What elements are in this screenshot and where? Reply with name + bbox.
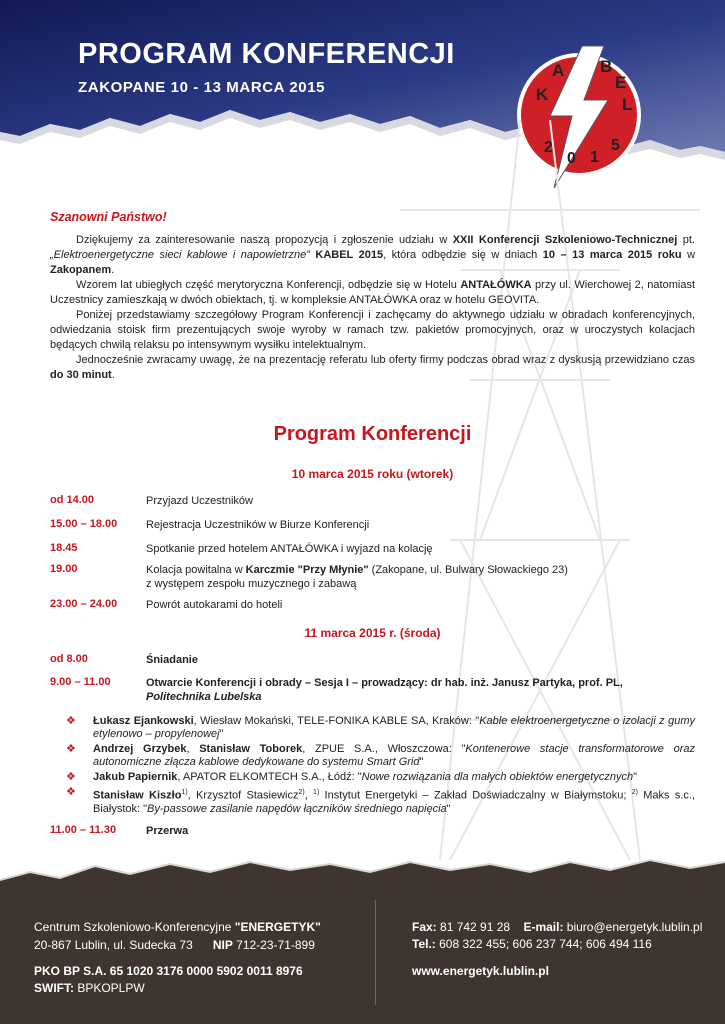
logo-letter-5: L (622, 95, 633, 114)
footer-phones: Tel.: 608 322 455; 606 237 744; 606 494 116 (412, 937, 652, 951)
logo-year-digit-4: 5 (611, 137, 620, 154)
page-title: PROGRAM KONFERENCJI (78, 38, 455, 70)
footer-fax-email: Fax: 81 742 91 28 E-mail: biuro@energetyk.lublin.pl (412, 920, 703, 934)
intro-paragraph-1: Dziękujemy za zainteresowanie naszą propozycją i zgłoszenie udziału w XXII Konferencji Szkoleniowo-Technicznej pt. „Elektroenergetyczne sieci kablowe i napowietrzne” KABEL 2015, która odbędzie się w dniach 10 – 13 marca 2015 roku w Zakopanem. (50, 234, 696, 276)
diamond-bullet-icon: ❖ (66, 715, 76, 727)
footer-organization: Centrum Szkoleniowo-Konferencyjne "ENERGETYK" (34, 920, 321, 934)
program-title: Program Konferencji (273, 423, 472, 445)
schedule-desc: Kolacja powitalna w Karczmie "Przy Młynie" (Zakopane, ul. Bulwary Słowackiego 23) z występem zespołu muzycznego i zabawą (146, 564, 568, 590)
diamond-bullet-icon: ❖ (66, 786, 76, 798)
intro-paragraph-2: Wzorem lat ubiegłych część merytoryczna Konferencji, odbędzie się w Hotelu ANTAŁÓWKA przy ul. Wierchowej 2, natomiast Uczestnicy zamieszkają w dwóch obiektach, tj. w kompleksie ANTAŁÓWKA oraz w hotelu GEOVITA. (50, 279, 696, 306)
schedule-time: 15.00 – 18.00 (50, 518, 118, 530)
page-subtitle: ZAKOPANE 10 - 13 MARCA 2015 (78, 79, 326, 96)
greeting: Szanowni Państwo! (50, 210, 167, 224)
footer-address: 20-867 Lublin, ul. Sudecka 73 NIP 712-23-71-899 (34, 938, 315, 952)
intro-paragraph-3: Poniżej przedstawiamy szczegółowy Program Konferencji i zachęcamy do aktywnego udziału w obradach konferencyjnych, odwiedzania stoisk firm prezentujących swoje wyroby w ramach tzw. pakietów promocyjnych, oraz w uroczystych kolacjach będących chwilą relaksu po intensywnym wysiłku intelektualnym. (50, 309, 695, 351)
day2-title: 11 marca 2015 r. (środa) (304, 626, 441, 640)
schedule-time: 9.00 – 11.00 (50, 676, 111, 688)
logo-letter-1: K (536, 85, 549, 104)
logo-letter-4: E (615, 73, 627, 92)
schedule-desc: Otwarcie Konferencji i obrady – Sesja I – prowadzący: dr hab. inż. Janusz Partyka, prof. PL, Politechnika Lubelska (146, 677, 623, 703)
schedule-time: 11.00 – 11.30 (50, 824, 117, 836)
schedule-desc: Przyjazd Uczestników (146, 495, 253, 507)
logo-year-digit-3: 1 (590, 149, 599, 166)
schedule-time: 19.00 (50, 563, 78, 575)
intro-text (50, 233, 695, 383)
schedule-time: od 8.00 (50, 653, 88, 665)
logo-letter-2: A (552, 61, 565, 80)
footer-website: www.energetyk.lublin.pl (412, 964, 549, 978)
schedule-time: 18.45 (50, 542, 78, 554)
schedule-desc: Rejestracja Uczestników w Biurze Konferencji (146, 519, 370, 531)
footer-bank-account: PKO BP S.A. 65 1020 3176 0000 5902 0011 8976 (34, 964, 303, 978)
letter-content: Szanowni Państwo! Dziękujemy za zainteresowanie naszą propozycją i zgłoszenie udziału w XXII Konferencji Szkoleniowo-Technicznej pt. „Elektroenergetyczne sieci kablowe i napowietrzne” KABEL 2015, która odbędzie się w dniach 10 – 13 marca 2015 roku w Zakopanem. Wzorem lat ubiegłych część merytoryczna Konferencji, odbędzie się w Hotelu ANTAŁÓWKA przy ul. Wierchowej 2, natomiast Uczestnicy zamieszkają w dwóch obiektach, tj. w kompleksie ANTAŁÓWKA oraz w hotelu GEOVITA. Poniżej przedstawiamy szczegółowy Program Konferencji i zachęcamy do aktywnego udziału w obradach konferencyjnych, odwiedzania stoisk firm prezentujących swoje wyroby w ramach tzw. pakietów promocyjnych, oraz w uroczystych kolacjach będących chwilą relaksu po intensywnym wysiłku intelektualnym. Jednocześnie zwracamy uwagę, że na prezentację referatu lub oferty firmy podczas obrad wraz z dyskusją przewidziano czas do 30 minut. Program Konferencji 10 marca 2015 roku (wtorek) od 14.00 Przyjazd Uczestników 15.00 – 18.00 Rejestracja Uczestników w Biurze Konferencji 18.45 Spotkanie przed hotelem ANTAŁÓWKA i wyjazd na kolację 19.00 Kolacja powitalna w Karczmie "Przy Młynie" (Zakopane, ul. Bulwary Słowackiego 23) z występem zespołu muzycznego i zabawą 23.00 – 24.00 Powrót autokarami do hoteli 11 marca 2015 r. (środa) od 8.00 Śniadanie 9.00 – 11.00 Otwarcie Konferencji i obrady – Sesja I – prowadzący: dr hab. inż. Janusz Partyka, prof. PL, Politechnika Lubelska ❖ Łukasz Ejankowski, Wiesław Mokański, TELE-FONIKA KABLE SA, Kraków: "Kable elektroenergetyczne o izolacji z gumy etylenowo – propylenowej" ❖ Andrzej Grzybek, Stanisław Toborek, ZPUE S.A., Włoszczowa: "Kontenerowe stacje transformatorowe oraz autonomiczne złącza kablowe dedykowane do systemu Smart Grid" ❖ Jakub Papiernik, APATOR ELKOMTECH S.A., Łódź: "Nowe rozwiązania dla małych obiektów energetycznych" ❖ Stanisław Kiszło$^{1)}$, Krzysztof Stasiewicz$^{2)}$, $^{1)}$ Instytut Energetyki – Zakład Doświadczalny w Białymstoku; $^{2)}$ Maks s.c., Białystok: "By-passowe zasilanie napędów łączników średniego napięcia" 11.00 – 11.30 Przerwa (50, 210, 696, 837)
intro-paragraph-4: Jednocześnie zwracamy uwagę, że na prezentację referatu lub oferty firmy podczas obrad wraz z dyskusją przewidziano czas do 30 minut. (50, 354, 695, 381)
diamond-bullet-icon: ❖ (66, 743, 76, 755)
footer-swift: SWIFT: BPKOPLPW (34, 981, 145, 995)
schedule-time: od 14.00 (50, 494, 95, 506)
logo-year-digit-2: 0 (567, 150, 576, 167)
logo-year-digit-1: 2 (544, 139, 553, 156)
schedule-time: 23.00 – 24.00 (50, 598, 118, 610)
logo-letter-3: B (600, 57, 613, 76)
schedule-desc: Przerwa (146, 825, 189, 837)
schedule-desc: Powrót autokarami do hoteli (146, 599, 283, 611)
diamond-bullet-icon: ❖ (66, 771, 76, 783)
schedule-desc: Śniadanie (146, 654, 198, 666)
day1-title: 10 marca 2015 roku (wtorek) (291, 467, 454, 481)
footer-divider (375, 900, 376, 1005)
schedule-desc: Spotkanie przed hotelem ANTAŁÓWKA i wyjazd na kolację (146, 543, 433, 555)
